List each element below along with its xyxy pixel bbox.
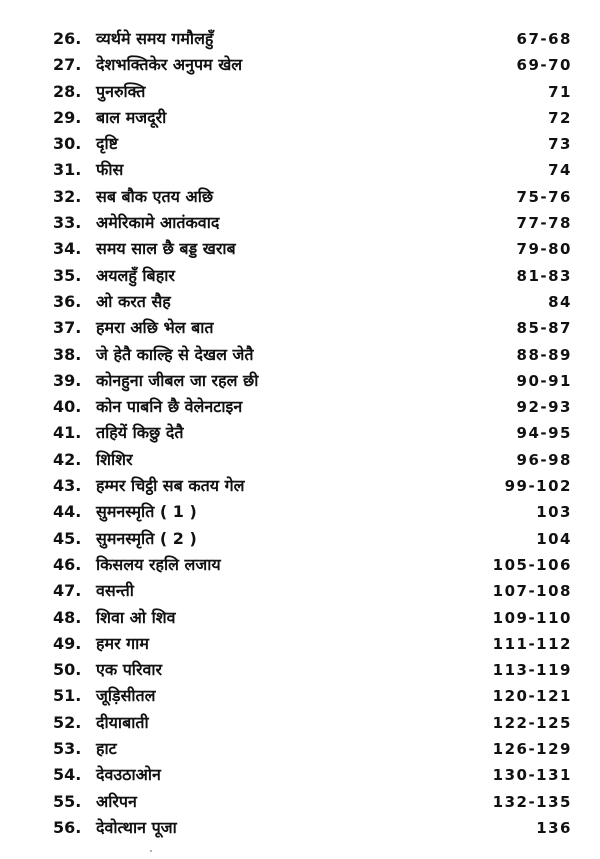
entry-number: 55. — [53, 791, 82, 811]
entry-title: एक परिवार — [96, 660, 163, 680]
entry-number: 28. — [53, 81, 82, 101]
entry-title: ओ करत सैह — [96, 291, 171, 311]
entry-number: 51. — [53, 686, 82, 706]
entry-pages: 67-68 — [516, 30, 572, 48]
toc-entry — [0, 815, 600, 841]
entry-title: शिवा ओ शिव — [96, 607, 176, 627]
entry-title: पुनरुक्ति — [96, 81, 146, 101]
entry-title: देवउठाओन — [96, 765, 161, 785]
entry-number: 39. — [53, 370, 82, 390]
toc-entry — [0, 157, 600, 183]
entry-pages: 71 — [548, 82, 572, 101]
entry-title: शिशिर — [96, 449, 133, 469]
entry-title: सब बौक एतय अछि — [96, 186, 214, 206]
entry-number: 27. — [53, 55, 82, 75]
entry-pages: 85-87 — [516, 319, 572, 338]
toc-entry — [0, 447, 600, 473]
entry-pages: 94-95 — [516, 424, 572, 443]
entry-number: 26. — [53, 29, 82, 48]
entry-pages: 77-78 — [516, 214, 572, 233]
toc-entry — [0, 762, 600, 788]
entry-title: हम्मर चिट्ठी सब कतय गेल — [96, 476, 245, 496]
entry-number: 49. — [53, 633, 82, 653]
entry-title: अरिपन — [96, 791, 137, 811]
toc-entry — [0, 789, 600, 815]
entry-title: दृष्टि — [96, 134, 118, 154]
entry-pages: 99-102 — [504, 477, 572, 496]
toc-list — [0, 26, 600, 841]
entry-pages: 113-119 — [492, 661, 572, 680]
entry-number: 30. — [53, 134, 82, 154]
toc-entry — [0, 184, 600, 210]
toc-entry — [0, 368, 600, 394]
entry-pages: 105-106 — [492, 555, 572, 574]
entry-number: 44. — [53, 502, 82, 522]
entry-title: किसलय रहलि लजाय — [96, 554, 221, 574]
entry-pages: 92-93 — [516, 398, 572, 417]
entry-title: देशभक्तिकेर अनुपम खेल — [96, 55, 243, 75]
entry-title: तहियें किछु देतै — [96, 423, 184, 443]
entry-pages: 81-83 — [516, 266, 572, 285]
entry-number: 54. — [53, 765, 82, 785]
entry-number: 43. — [53, 476, 82, 496]
toc-entry — [0, 420, 600, 446]
entry-number: 47. — [53, 581, 82, 601]
entry-title: हाट — [96, 739, 117, 759]
entry-number: 33. — [53, 213, 82, 233]
entry-pages: 69-70 — [516, 56, 572, 75]
entry-number: 41. — [53, 423, 82, 443]
entry-pages: 79-80 — [516, 240, 572, 259]
entry-number: 34. — [53, 239, 82, 259]
entry-number: 46. — [53, 554, 82, 574]
entry-title: समय साल छै बड्ड खराब — [96, 239, 236, 259]
entry-title: हमर गाम — [96, 633, 149, 653]
entry-pages: 111-112 — [492, 634, 572, 653]
toc-entry — [0, 710, 600, 736]
entry-pages: 72 — [548, 108, 572, 127]
entry-title: कोनहुना जीबल जा रहल छी — [96, 370, 259, 390]
entry-number: 29. — [53, 107, 82, 127]
scan-speck — [150, 850, 152, 852]
toc-entry — [0, 236, 600, 262]
entry-pages: 90-91 — [516, 371, 572, 390]
entry-number: 35. — [53, 265, 82, 285]
toc-entry — [0, 499, 600, 525]
entry-number: 40. — [53, 397, 82, 417]
toc-entry — [0, 315, 600, 341]
entry-pages: 104 — [536, 529, 572, 548]
entry-title: कोन पाबनि छै वेलेनटाइन — [96, 397, 243, 417]
entry-title: सुमनस्मृति ( 1 ) — [96, 502, 197, 522]
entry-title: जूड़िसीतल — [96, 686, 156, 706]
toc-entry — [0, 263, 600, 289]
toc-entry — [0, 342, 600, 368]
entry-number: 53. — [53, 739, 82, 759]
entry-pages: 74 — [548, 161, 572, 180]
entry-pages: 103 — [536, 503, 572, 522]
entry-pages: 130-131 — [492, 766, 572, 785]
entry-number: 52. — [53, 712, 82, 732]
entry-pages: 75-76 — [516, 187, 572, 206]
entry-number: 42. — [53, 449, 82, 469]
entry-pages: 107-108 — [492, 582, 572, 601]
entry-title: अमेरिकामे आतंकवाद — [96, 213, 220, 233]
entry-pages: 136 — [536, 818, 572, 837]
toc-entry — [0, 578, 600, 604]
entry-number: 45. — [53, 528, 82, 548]
toc-entry — [0, 683, 600, 709]
toc-entry — [0, 631, 600, 657]
entry-number: 38. — [53, 344, 82, 364]
entry-number: 50. — [53, 660, 82, 680]
toc-entry — [0, 131, 600, 157]
entry-title: बाल मजदूरी — [96, 107, 167, 127]
toc-entry — [0, 210, 600, 236]
entry-number: 48. — [53, 607, 82, 627]
entry-pages: 132-135 — [492, 792, 572, 811]
toc-entry — [0, 26, 600, 52]
toc-entry — [0, 289, 600, 315]
entry-pages: 109-110 — [492, 608, 572, 627]
entry-number: 31. — [53, 160, 82, 180]
entry-number: 37. — [53, 318, 82, 338]
entry-title: सुमनस्मृति ( 2 ) — [96, 528, 197, 548]
entry-title: फीस — [96, 160, 124, 180]
entry-pages: 96-98 — [516, 450, 572, 469]
toc-entry — [0, 657, 600, 683]
entry-number: 36. — [53, 291, 82, 311]
entry-title: वसन्ती — [96, 581, 134, 601]
toc-entry — [0, 736, 600, 762]
toc-entry — [0, 605, 600, 631]
toc-entry — [0, 552, 600, 578]
toc-entry — [0, 526, 600, 552]
toc-entry — [0, 105, 600, 131]
entry-pages: 120-121 — [492, 687, 572, 706]
entry-title: देवोत्थान पूजा — [96, 817, 177, 837]
entry-number: 32. — [53, 186, 82, 206]
entry-pages: 126-129 — [492, 740, 572, 759]
toc-entry — [0, 394, 600, 420]
toc-entry — [0, 52, 600, 78]
toc-entry — [0, 79, 600, 105]
entry-pages: 122-125 — [492, 713, 572, 732]
entry-title: अयलहुँ बिहार — [96, 265, 175, 285]
entry-pages: 73 — [548, 135, 572, 154]
entry-title: दीयाबाती — [96, 712, 149, 732]
entry-pages: 88-89 — [516, 345, 572, 364]
toc-entry — [0, 473, 600, 499]
entry-number: 56. — [53, 817, 82, 837]
entry-title: जे हेतै काल्हि से देखल जेतै — [96, 344, 254, 364]
entry-title: व्यर्थमे समय गमौलहुँ — [96, 29, 214, 48]
entry-pages: 84 — [548, 292, 572, 311]
entry-title: हमरा अछि भेल बात — [96, 318, 214, 338]
